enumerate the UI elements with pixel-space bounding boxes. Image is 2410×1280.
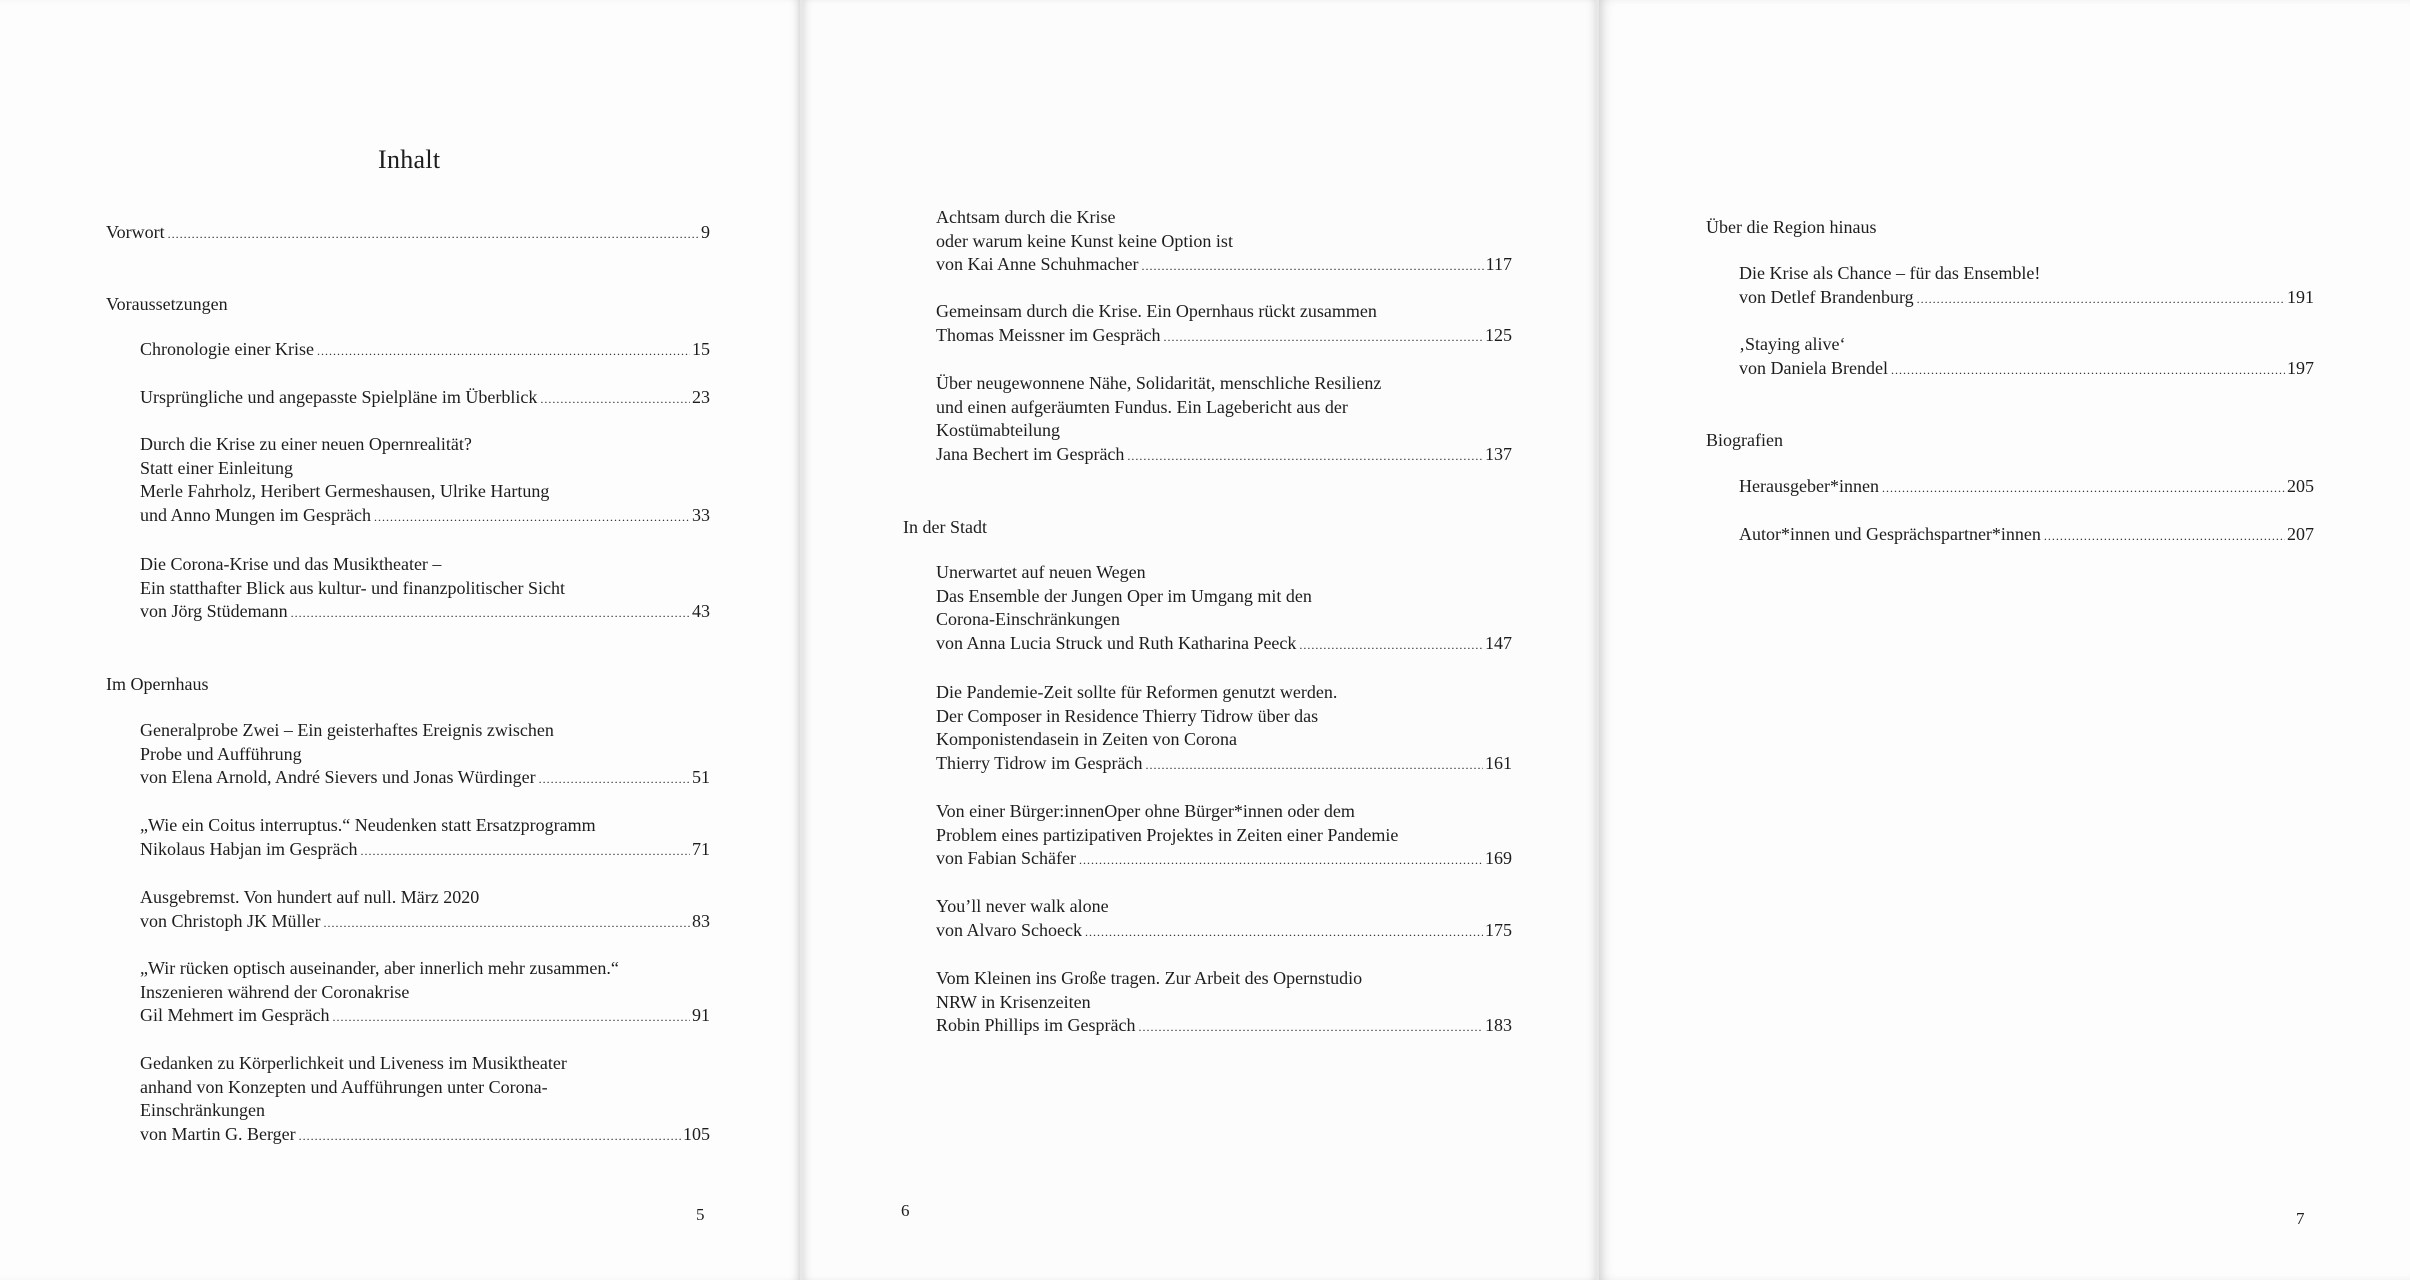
entry-line: Die Pandemie-Zeit sollte für Reformen genutzt werden. (936, 682, 1338, 702)
leader-dots (168, 228, 699, 240)
entry-page-number: 71 (692, 838, 710, 859)
entry-line: Corona-Einschränkungen (936, 609, 1120, 630)
toc-entry-line (140, 504, 710, 528)
leader-dots (299, 1130, 681, 1142)
toc-entry[interactable] (1739, 523, 2314, 547)
toc-entry[interactable] (140, 1052, 710, 1146)
entry-line: Über neugewonnene Nähe, Solidarität, menschliche Resilienz (936, 373, 1382, 393)
toc-entry-line (140, 910, 710, 934)
entry-title: von Elena Arnold, André Sievers und Jonas Würdinger (140, 767, 536, 788)
entry-page-number: 9 (701, 222, 710, 242)
entry-line: und einen aufgeräumten Fundus. Ein Lagebericht aus der (936, 396, 1348, 417)
page-number: 5 (696, 1205, 705, 1224)
leader-dots (1141, 260, 1483, 272)
toc-entry-line (140, 1004, 710, 1028)
toc-entry-vorwort[interactable] (106, 221, 710, 245)
section-heading-biografien: Biografien (1706, 430, 1783, 450)
entry-line: „Wir rücken optisch auseinander, aber innerlich mehr zusammen.“ (140, 958, 619, 978)
entry-line: Von einer Bürger:innenOper ohne Bürger*innen oder dem (936, 801, 1355, 821)
toc-entry[interactable] (140, 553, 710, 624)
toc-entry[interactable] (140, 957, 710, 1028)
section-heading-im-opernhaus: Im Opernhaus (106, 674, 209, 694)
entry-page-number: 169 (1485, 848, 1512, 869)
entry-title: von Anna Lucia Struck und Ruth Katharina Peeck (936, 632, 1297, 653)
toc-entry-line (936, 253, 1512, 277)
toc-entry-line (936, 919, 1512, 943)
entry-title: von Jörg Stüdemann (140, 601, 288, 622)
page-title: Inhalt (378, 145, 441, 174)
entry-page-number: 91 (692, 1005, 710, 1026)
entry-page-number: 125 (1485, 324, 1512, 345)
entry-page-number: 137 (1485, 443, 1512, 464)
section-heading-in-der-stadt: In der Stadt (903, 517, 987, 537)
entry-title: Chronologie einer Krise (140, 339, 314, 359)
entry-line: Generalprobe Zwei – Ein geisterhaftes Ereignis zwischen (140, 720, 554, 740)
entry-line: You’ll never walk alone (936, 896, 1109, 916)
entry-page-number: 205 (2287, 476, 2314, 496)
entry-page-number: 175 (1485, 919, 1512, 940)
page-number: 6 (901, 1201, 910, 1220)
toc-entry-line (936, 443, 1512, 467)
toc-entry[interactable] (140, 433, 710, 527)
entry-page-number: 15 (692, 339, 710, 359)
leader-dots (1079, 854, 1483, 866)
entry-line: Merle Fahrholz, Heribert Germeshausen, Ulrike Hartung (140, 481, 550, 502)
entry-line: Komponistendasein in Zeiten von Corona (936, 729, 1237, 750)
entry-line: Die Krise als Chance – für das Ensemble! (1739, 263, 2041, 283)
entry-page-number: 43 (692, 601, 710, 622)
entry-title: Robin Phillips im Gespräch (936, 1015, 1136, 1036)
entry-title: und Anno Mungen im Gespräch (140, 504, 371, 525)
entry-title: von Kai Anne Schuhmacher (936, 254, 1139, 275)
entry-line: Der Composer in Residence Thierry Tidrow über das (936, 705, 1319, 726)
leader-dots (324, 917, 690, 929)
entry-page-number: 147 (1485, 632, 1512, 653)
leader-dots (1891, 364, 2285, 376)
entry-line: NRW in Krisenzeiten (936, 991, 1091, 1012)
entry-title: von Fabian Schäfer (936, 848, 1076, 869)
entry-line: Unerwartet auf neuen Wegen (936, 562, 1146, 582)
toc-entry-line (936, 1014, 1512, 1038)
entry-title: von Christoph JK Müller (140, 910, 321, 931)
toc-entry-line (936, 752, 1512, 776)
toc-entry-line (106, 221, 710, 245)
toc-entry-line (1739, 357, 2314, 381)
entry-line: Durch die Krise zu einer neuen Opernrealität? (140, 434, 472, 454)
toc-entry[interactable] (936, 206, 1512, 277)
leader-dots (1163, 331, 1483, 343)
entry-page-number: 23 (692, 387, 710, 407)
toc-entry[interactable] (1739, 262, 2314, 309)
toc-entry[interactable] (936, 967, 1512, 1038)
entry-title: Vorwort (106, 222, 165, 242)
toc-entry[interactable] (936, 300, 1512, 347)
toc-entry[interactable] (1739, 475, 2314, 499)
leader-dots (291, 607, 690, 619)
left-page (0, 0, 800, 1280)
entry-line: Ein statthafter Blick aus kultur- und finanzpolitischer Sicht (140, 577, 566, 598)
entry-title: Thierry Tidrow im Gespräch (936, 752, 1143, 773)
entry-page-number: 197 (2287, 357, 2314, 378)
toc-entry-line (140, 338, 710, 362)
entry-line: „Wie ein Coitus interruptus.“ Neudenken statt Ersatzprogramm (140, 815, 596, 835)
entry-line: Probe und Aufführung (140, 743, 302, 764)
toc-entry[interactable] (140, 386, 710, 410)
entry-line: Ausgebremst. Von hundert auf null. März 2020 (140, 887, 480, 907)
leader-dots (360, 845, 690, 857)
leader-dots (1127, 450, 1483, 462)
toc-entry-line (936, 324, 1512, 348)
entry-title: Ursprüngliche und angepasste Spielpläne im Überblick (140, 387, 538, 407)
toc-entry[interactable] (936, 681, 1512, 775)
entry-page-number: 105 (683, 1123, 710, 1144)
entry-title: Gil Mehmert im Gespräch (140, 1005, 330, 1026)
entry-page-number: 33 (692, 504, 710, 525)
page-number: 7 (2296, 1209, 2305, 1228)
leader-dots (1882, 482, 2285, 494)
leader-dots (540, 393, 690, 405)
entry-line: Gemeinsam durch die Krise. Ein Opernhaus rückt zusammen (936, 301, 1377, 321)
leader-dots (2044, 530, 2285, 542)
entry-title: Autor*innen und Gesprächspartner*innen (1739, 524, 2041, 544)
entry-line: Gedanken zu Körperlichkeit und Liveness im Musiktheater (140, 1053, 567, 1073)
leader-dots (539, 773, 690, 785)
section-heading-ueber-die-region: Über die Region hinaus (1706, 217, 1877, 237)
leader-dots (332, 1011, 690, 1023)
entry-title: Jana Bechert im Gespräch (936, 443, 1125, 464)
entry-line: Die Corona-Krise und das Musiktheater – (140, 554, 442, 574)
toc-entry[interactable] (140, 814, 710, 861)
toc-entry[interactable] (936, 800, 1512, 871)
leader-dots (317, 345, 690, 357)
entry-title: von Detlef Brandenburg (1739, 286, 1914, 307)
entry-line: Achtsam durch die Krise (936, 207, 1116, 227)
leader-dots (1145, 759, 1483, 771)
leader-dots (1917, 293, 2285, 305)
entry-page-number: 51 (692, 767, 710, 788)
entry-page-number: 117 (1485, 254, 1512, 275)
entry-line: Kostümabteilung (936, 420, 1060, 441)
entry-line: Inszenieren während der Coronakrise (140, 981, 410, 1002)
entry-title: Thomas Meissner im Gespräch (936, 324, 1161, 345)
entry-title: Herausgeber*innen (1739, 476, 1879, 496)
toc-entry[interactable] (140, 886, 710, 933)
leader-dots (1085, 926, 1483, 938)
entry-line: oder warum keine Kunst keine Option ist (936, 230, 1233, 251)
entry-page-number: 83 (692, 910, 710, 931)
toc-entry-line (140, 386, 710, 410)
toc-entry-line (140, 1123, 710, 1147)
toc-entry[interactable] (140, 338, 710, 362)
right-page (1599, 0, 2410, 1280)
entry-line: Statt einer Einleitung (140, 457, 293, 478)
entry-page-number: 161 (1485, 752, 1512, 773)
entry-page-number: 207 (2287, 524, 2314, 544)
toc-entry-line (936, 632, 1512, 656)
toc-entry-line (140, 600, 710, 624)
entry-title: von Alvaro Schoeck (936, 919, 1082, 940)
toc-entry-line (1739, 523, 2314, 547)
section-heading-voraussetzungen: Voraussetzungen (106, 294, 228, 314)
entry-line: Problem eines partizipativen Projektes in Zeiten einer Pandemie (936, 824, 1399, 845)
middle-page (803, 0, 1596, 1280)
entry-title: Nikolaus Habjan im Gespräch (140, 838, 358, 859)
toc-entry[interactable] (936, 372, 1512, 466)
toc-entry[interactable] (936, 895, 1512, 942)
leader-dots (374, 511, 690, 523)
toc-entry[interactable] (140, 719, 710, 790)
entry-page-number: 183 (1485, 1015, 1512, 1036)
entry-line: anhand von Konzepten und Aufführungen unter Corona- (140, 1076, 548, 1097)
toc-entry[interactable] (936, 561, 1512, 655)
toc-entry-line (140, 838, 710, 862)
entry-line: Einschränkungen (140, 1100, 265, 1121)
leader-dots (1299, 639, 1483, 651)
toc-entry[interactable] (1739, 333, 2314, 380)
toc-entry-line (140, 766, 710, 790)
entry-page-number: 191 (2287, 286, 2314, 307)
entry-line: Vom Kleinen ins Große tragen. Zur Arbeit des Opernstudio (936, 968, 1363, 988)
toc-entry-line (1739, 475, 2314, 499)
entry-title: von Martin G. Berger (140, 1123, 296, 1144)
entry-title: von Daniela Brendel (1739, 357, 1888, 378)
entry-line: ‚Staying alive‘ (1739, 334, 1846, 354)
toc-entry-line (1739, 286, 2314, 310)
entry-line: Das Ensemble der Jungen Oper im Umgang mit den (936, 585, 1312, 606)
toc-entry-line (936, 847, 1512, 871)
leader-dots (1139, 1021, 1484, 1033)
